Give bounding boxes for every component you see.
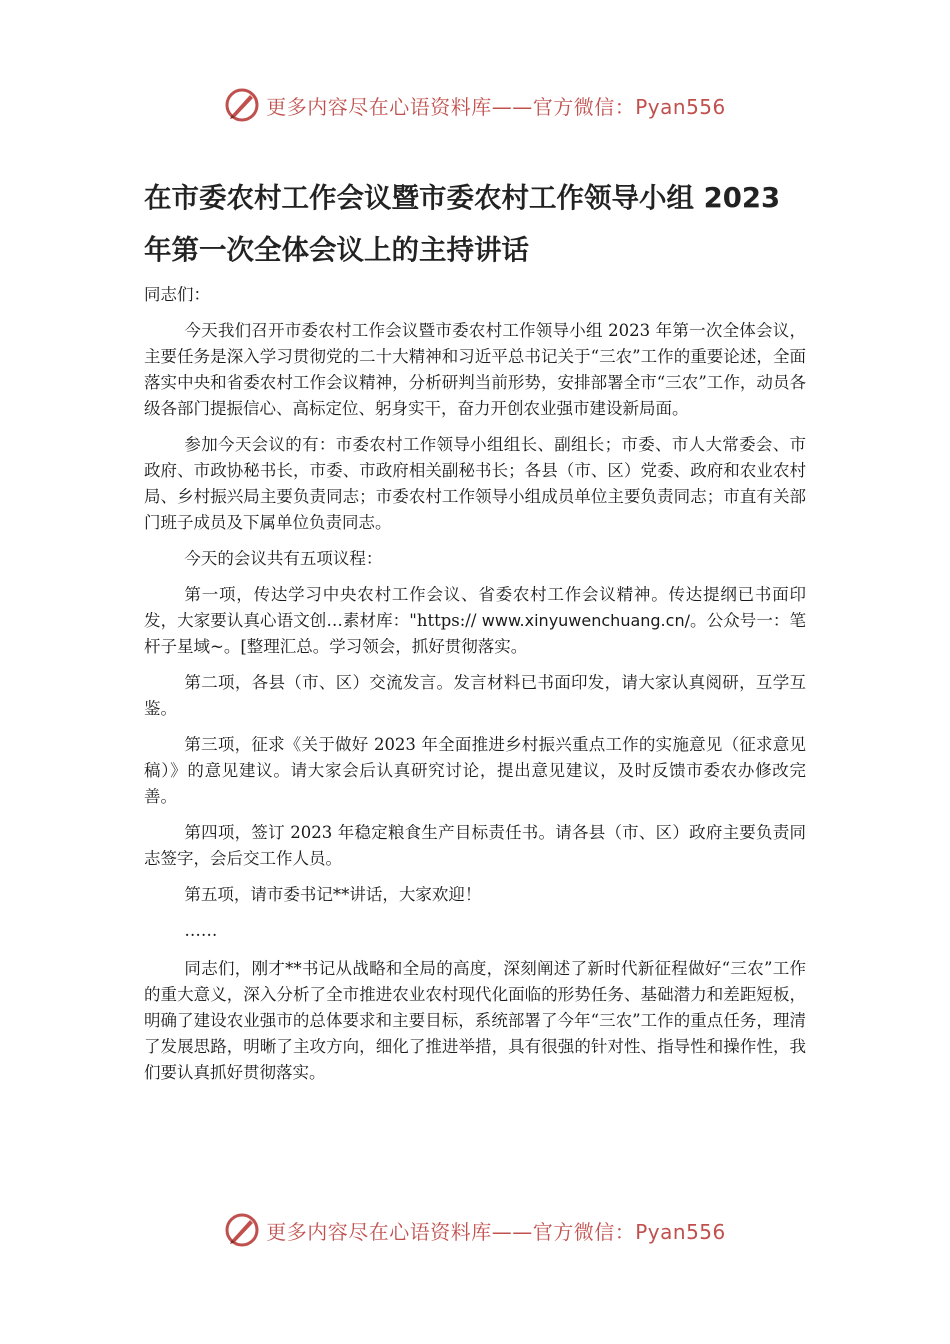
document-body [144,282,806,1096]
paragraph: 参加今天会议的有：市委农村工作领导小组组长、副组长；市委、市人大常委会、市政府、市政协秘书长，市委、市政府相关副秘书长；各县（市、区）党委、政府和农业农村局、乡村振兴局主要负责同志；市委农村工作领导小组成员单位主要负责同志；市直有关部门班子成员及下属单位负责同志。 [144,435,806,532]
salutation: 同志们： [144,285,210,304]
agenda-item-4: 第四项，签订 2023 年稳定粮食生产目标责任书。请各县（市、区）政府主要负责同志签字，会后交工作人员。 [144,823,806,868]
agenda-item-1: 第一项，传达学习中央农村工作会议、省委农村工作会议精神。传达提纲已书面印发，大家要认真心语文创…素材库："https:// www.xinyuwenchuang.cn/。公众号一：笔杆子星域~。[整理汇总。学习领会，抓好贯彻落实。 [144,585,807,656]
agenda-item-2: 第二项，各县（市、区）交流发言。发言材料已书面印发，请大家认真阅研，互学互鉴。 [144,673,806,718]
document-title: 在市委农村工作会议暨市委农村工作领导小组 2023 年第一次全体会议上的主持讲话 [144,182,781,266]
pen-logo-icon [224,1212,260,1248]
agenda-item-3: 第三项，征求《关于做好 2023 年全面推进乡村振兴重点工作的实施意见（征求意见稿）》的意见建议。请大家会后认真研究讨论，提出意见建议，及时反馈市委农办修改完善。 [144,735,806,806]
ellipsis: …… [184,921,218,940]
paragraph: 今天我们召开市委农村工作会议暨市委农村工作领导小组 2023 年第一次全体会议，主要任务是深入学习贯彻党的二十大精神和习近平总书记关于“三农”工作的重要论述，全面落实中央和省委农村工作会议精神，分析研判当前形势，安排部署全市“三农”工作，动员各级各部门提振信心、高标定位、躬身实干，奋力开创农业强市建设新局面。 [144,321,806,418]
agenda-item-5: 第五项，请市委书记**讲话，大家欢迎！ [184,885,482,904]
paragraph: 今天的会议共有五项议程： [184,549,383,568]
banner-text: 更多内容尽在心语资料库——官方微信：Pyan556 [266,94,726,119]
closing-paragraph: 同志们，刚才**书记从战略和全局的高度，深刻阐述了新时代新征程做好“三农”工作的重大意义，深入分析了全市推进农业农村现代化面临的形势任务、基础潜力和差距短板，明确了建设农业强市的总体要求和主要目标，系统部署了今年“三农”工作的重点任务，理清了发展思路，明晰了主攻方向，细化了推进举措，具有很强的针对性、指导性和操作性，我们要认真抓好贯彻落实。 [144,959,806,1082]
banner-text: 更多内容尽在心语资料库——官方微信：Pyan556 [266,1219,726,1244]
pen-logo-icon [224,87,260,123]
top-banner [0,83,950,127]
source-url: www.xinyuwenchuang.cn/ [481,611,690,630]
bottom-banner [0,1208,950,1252]
